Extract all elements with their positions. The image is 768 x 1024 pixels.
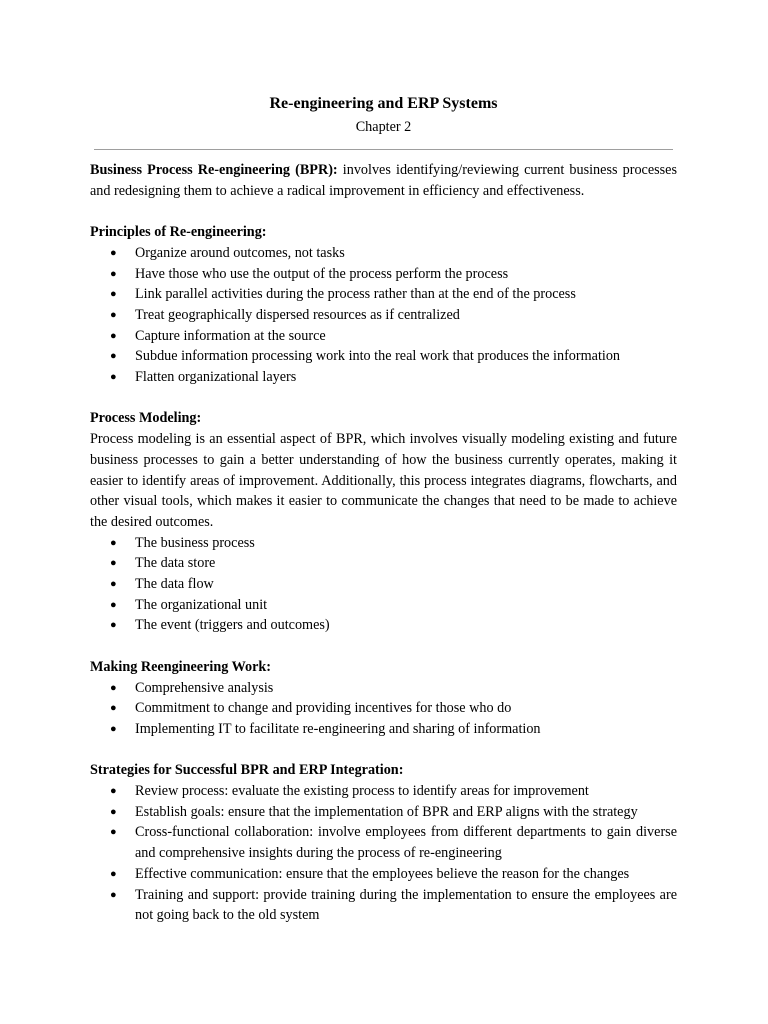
bullet-icon: ● xyxy=(110,578,117,591)
list-item: ● The business process xyxy=(90,533,677,554)
list-item: ● Review process: evaluate the existing process to identify areas for improvement xyxy=(90,781,677,802)
bullet-icon: ● xyxy=(110,371,117,384)
bullet-icon: ● xyxy=(110,702,117,715)
list-item: ● Comprehensive analysis xyxy=(90,678,677,699)
modeling-heading: Process Modeling: xyxy=(90,410,202,427)
list-item: ● The data store xyxy=(90,553,677,574)
list-item: ● Commitment to change and providing incentives for those who do xyxy=(90,698,677,719)
list-item: ● Capture information at the source xyxy=(90,326,677,347)
bullet-icon: ● xyxy=(110,619,117,632)
principles-list xyxy=(90,243,677,388)
list-item: ● The organizational unit xyxy=(90,595,677,616)
bullet-icon: ● xyxy=(110,536,117,549)
bullet-icon: ● xyxy=(110,888,117,901)
bullet-icon: ● xyxy=(110,785,117,798)
list-item: ● Link parallel activities during the process rather than at the end of the process xyxy=(90,284,677,305)
bpr-term: Business Process Re-engineering (BPR): xyxy=(90,162,338,178)
list-item: ● The data flow xyxy=(90,574,677,595)
title-divider xyxy=(94,149,673,150)
list-item: ● Training and support: provide training during the implementation to ensure the employees are not going back to the old system xyxy=(110,886,677,924)
bpr-definition-text: involves identifying/reviewing current business processes and redesigning them to achieve a radical improvement in efficiency and effectiveness. xyxy=(90,162,677,199)
bullet-icon: ● xyxy=(110,329,117,342)
bullet-icon: ● xyxy=(110,350,117,363)
list-item: ● Implementing IT to facilitate re-engineering and sharing of information xyxy=(90,719,677,740)
list-item: ● Establish goals: ensure that the implementation of BPR and ERP aligns with the strategy xyxy=(90,802,677,823)
bullet-icon: ● xyxy=(110,598,117,611)
bullet-icon: ● xyxy=(110,246,117,259)
modeling-list xyxy=(90,533,677,637)
document-title: Re-engineering and ERP Systems xyxy=(269,95,498,112)
strategies-list xyxy=(90,781,677,926)
list-item: ● Treat geographically dispersed resources as if centralized xyxy=(90,305,677,326)
bullet-icon: ● xyxy=(110,681,117,694)
bullet-icon: ● xyxy=(110,557,117,570)
principles-heading: Principles of Re-engineering: xyxy=(90,224,267,241)
bullet-icon: ● xyxy=(110,805,117,818)
list-item: ● The event (triggers and outcomes) xyxy=(90,615,677,636)
modeling-paragraph: Process modeling is an essential aspect of BPR, which involves visually modeling existing and future business processes to gain a better understanding of how the business currently operates, making it easier to identify areas of improvement. Additionally, this process integrates diagrams, flowcharts, and other visual tools, which makes it easier to communicate the changes that need to be made to achieve the desired outcomes. xyxy=(90,431,677,530)
list-item: ● Subdue information processing work into the real work that produces the information xyxy=(90,346,677,367)
document-body xyxy=(90,92,677,926)
bullet-icon: ● xyxy=(110,308,117,321)
bullet-icon: ● xyxy=(110,722,117,735)
document-subtitle: Chapter 2 xyxy=(355,119,412,135)
list-item: ● Flatten organizational layers xyxy=(90,367,677,388)
strategies-heading: Strategies for Successful BPR and ERP Integration: xyxy=(90,762,404,779)
bullet-icon: ● xyxy=(110,867,117,880)
bpr-definition xyxy=(90,160,677,201)
list-item: ● Organize around outcomes, not tasks xyxy=(90,243,677,264)
bullet-icon: ● xyxy=(110,267,117,280)
making-heading: Making Reengineering Work: xyxy=(90,658,272,675)
bullet-icon: ● xyxy=(110,826,117,839)
list-item: ● Cross-functional collaboration: involve employees from different departments to gain diverse and comprehensive insights during the process of re-engineering xyxy=(110,824,677,862)
list-item: ● Have those who use the output of the process perform the process xyxy=(90,264,677,285)
making-list xyxy=(90,678,677,740)
bullet-icon: ● xyxy=(110,288,117,301)
list-item: ● Effective communication: ensure that the employees believe the reason for the changes xyxy=(90,864,677,885)
